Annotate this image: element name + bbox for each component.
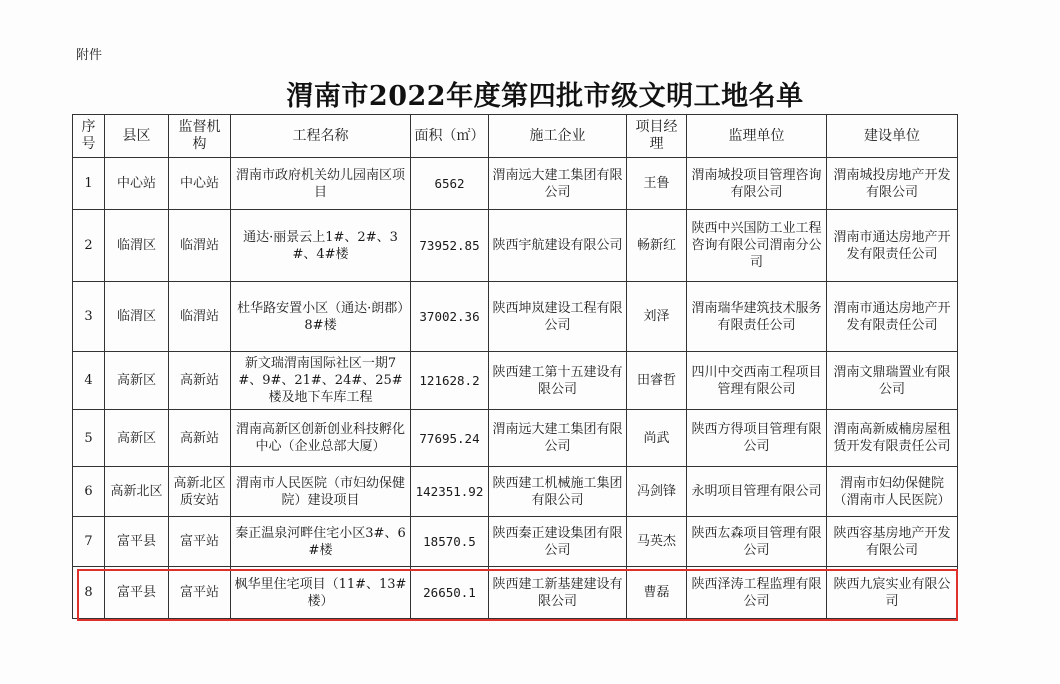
- cell-district: 高新区: [105, 352, 169, 410]
- table-header-row: [73, 115, 958, 158]
- cell-district: 高新北区: [105, 467, 169, 517]
- header-developer: 建设单位: [827, 115, 958, 158]
- cell-manager: 畅新红: [627, 210, 687, 282]
- roster-table: [72, 114, 958, 619]
- cell-supervision-unit: 陕西方得项目管理有限公司: [687, 410, 827, 467]
- cell-supervisor: 富平站: [169, 567, 231, 619]
- cell-supervisor: 高新站: [169, 352, 231, 410]
- cell-district: 富平县: [105, 567, 169, 619]
- cell-contractor: 陕西建工第十五建设有限公司: [489, 352, 627, 410]
- cell-manager: 刘泽: [627, 282, 687, 352]
- header-area: 面积（㎡）: [411, 115, 489, 158]
- cell-supervision-unit: 陕西厷森项目管理有限公司: [687, 517, 827, 567]
- cell-manager: 马英杰: [627, 517, 687, 567]
- cell-area: 37002.36: [411, 282, 489, 352]
- cell-supervision-unit: 四川中交西南工程项目管理有限公司: [687, 352, 827, 410]
- cell-seq: 6: [73, 467, 105, 517]
- cell-manager: 尚武: [627, 410, 687, 467]
- table-row: [73, 467, 958, 517]
- header-seq: 序号: [73, 115, 105, 158]
- cell-developer: 渭南文鼎瑞置业有限公司: [827, 352, 958, 410]
- cell-developer: 渭南高新威楠房屋租赁开发有限责任公司: [827, 410, 958, 467]
- cell-project-name: 秦正温泉河畔住宅小区3#、6#楼: [231, 517, 411, 567]
- cell-area: 121628.2: [411, 352, 489, 410]
- cell-developer: 渭南市通达房地产开发有限责任公司: [827, 282, 958, 352]
- cell-seq: 7: [73, 517, 105, 567]
- cell-project-name: 渭南市政府机关幼儿园南区项目: [231, 158, 411, 210]
- table-row: [73, 517, 958, 567]
- cell-project-name: 渭南高新区创新创业科技孵化中心（企业总部大厦）: [231, 410, 411, 467]
- cell-seq: 4: [73, 352, 105, 410]
- cell-area: 18570.5: [411, 517, 489, 567]
- cell-contractor: 陕西坤岚建设工程有限公司: [489, 282, 627, 352]
- cell-manager: 王鲁: [627, 158, 687, 210]
- header-supervisor: 监督机构: [169, 115, 231, 158]
- cell-area: 6562: [411, 158, 489, 210]
- cell-district: 富平县: [105, 517, 169, 567]
- cell-supervision-unit: 渭南瑞华建筑技术服务有限责任公司: [687, 282, 827, 352]
- cell-district: 临渭区: [105, 210, 169, 282]
- header-contractor: 施工企业: [489, 115, 627, 158]
- cell-seq: 1: [73, 158, 105, 210]
- cell-contractor: 陕西建工新基建建设有限公司: [489, 567, 627, 619]
- cell-district: 高新区: [105, 410, 169, 467]
- cell-area: 73952.85: [411, 210, 489, 282]
- table-row: [73, 410, 958, 467]
- table-row: [73, 352, 958, 410]
- cell-project-name: 杜华路安置小区（通达·朗郡）8#楼: [231, 282, 411, 352]
- cell-supervisor: 中心站: [169, 158, 231, 210]
- cell-seq: 2: [73, 210, 105, 282]
- cell-project-name: 新文瑞渭南国际社区一期7#、9#、21#、24#、25#楼及地下车库工程: [231, 352, 411, 410]
- cell-developer: 陕西九宸实业有限公司: [827, 567, 958, 619]
- cell-developer: 陕西容基房地产开发有限公司: [827, 517, 958, 567]
- table-row: [73, 210, 958, 282]
- cell-district: 临渭区: [105, 282, 169, 352]
- cell-supervisor: 富平站: [169, 517, 231, 567]
- cell-supervision-unit: 渭南城投项目管理咨询有限公司: [687, 158, 827, 210]
- cell-project-name: 枫华里住宅项目（11#、13#楼）: [231, 567, 411, 619]
- cell-contractor: 陕西宇航建设有限公司: [489, 210, 627, 282]
- cell-seq: 5: [73, 410, 105, 467]
- cell-supervision-unit: 永明项目管理有限公司: [687, 467, 827, 517]
- header-district: 县区: [105, 115, 169, 158]
- cell-seq: 3: [73, 282, 105, 352]
- cell-area: 26650.1: [411, 567, 489, 619]
- cell-developer: 渭南城投房地产开发有限公司: [827, 158, 958, 210]
- header-project-name: 工程名称: [231, 115, 411, 158]
- cell-supervision-unit: 陕西中兴国防工业工程咨询有限公司渭南分公司: [687, 210, 827, 282]
- cell-contractor: 渭南远大建工集团有限公司: [489, 158, 627, 210]
- document-title: 渭南市2022年度第四批市级文明工地名单: [286, 81, 804, 112]
- cell-project-name: 通达·丽景云上1#、2#、3#、4#楼: [231, 210, 411, 282]
- attachment-label: 附件: [76, 48, 103, 63]
- cell-manager: 冯剑锋: [627, 467, 687, 517]
- cell-supervision-unit: 陕西泽涛工程监理有限公司: [687, 567, 827, 619]
- cell-developer: 渭南市妇幼保健院（渭南市人民医院）: [827, 467, 958, 517]
- cell-manager: 曹磊: [627, 567, 687, 619]
- cell-project-name: 渭南市人民医院（市妇幼保健院）建设项目: [231, 467, 411, 517]
- table-row: [73, 282, 958, 352]
- cell-manager: 田睿哲: [627, 352, 687, 410]
- cell-area: 142351.92: [411, 467, 489, 517]
- cell-area: 77695.24: [411, 410, 489, 467]
- cell-developer: 渭南市通达房地产开发有限责任公司: [827, 210, 958, 282]
- cell-supervisor: 高新站: [169, 410, 231, 467]
- header-manager: 项目经理: [627, 115, 687, 158]
- cell-contractor: 陕西秦正建设集团有限公司: [489, 517, 627, 567]
- cell-district: 中心站: [105, 158, 169, 210]
- cell-supervisor: 临渭站: [169, 282, 231, 352]
- cell-supervisor: 高新北区质安站: [169, 467, 231, 517]
- cell-contractor: 陕西建工机械施工集团有限公司: [489, 467, 627, 517]
- table-row-highlighted: [73, 567, 958, 619]
- cell-seq: 8: [73, 567, 105, 619]
- cell-supervisor: 临渭站: [169, 210, 231, 282]
- table-row: [73, 158, 958, 210]
- cell-contractor: 渭南远大建工集团有限公司: [489, 410, 627, 467]
- header-supervision-unit: 监理单位: [687, 115, 827, 158]
